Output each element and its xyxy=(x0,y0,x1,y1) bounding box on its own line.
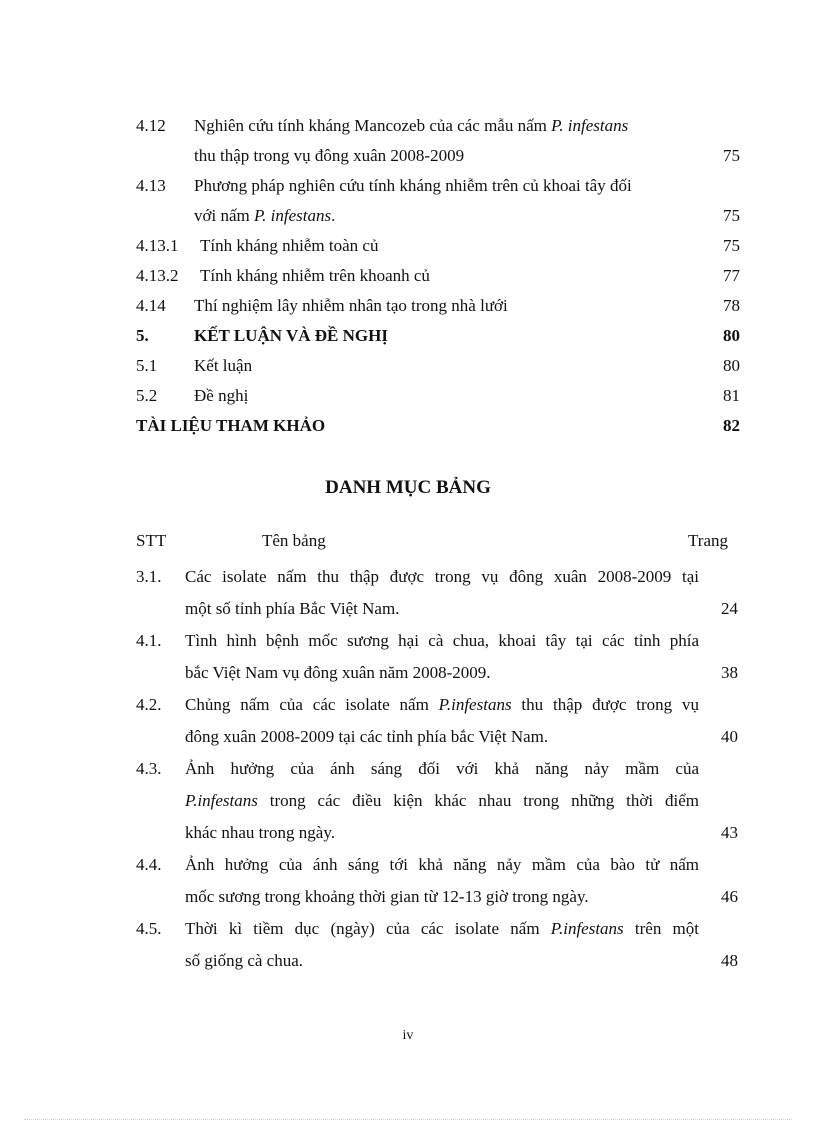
list-of-tables xyxy=(136,526,740,977)
toc-title: Tính kháng nhiễm trên khoanh củ xyxy=(200,266,430,285)
toc-page: 81 xyxy=(723,386,740,405)
toc-title: Nghiên cứu tính kháng Mancozeb của các mẫu nấm P. infestans xyxy=(194,116,629,135)
toc-entry-references xyxy=(136,411,740,441)
list-item xyxy=(136,561,740,625)
toc-title-line2: với nấm P. infestans. xyxy=(194,206,336,225)
toc-title: Đề nghị xyxy=(194,386,249,405)
toc-entry xyxy=(136,261,740,291)
toc-page: 75 xyxy=(723,236,740,255)
table-title: Ảnh hưởng của ánh sáng tới khả năng nảy mầm của bào tử nấm mốc sương trong khoảng thời gian từ 12-13 giờ trong ngày. xyxy=(185,855,699,906)
toc-page: 78 xyxy=(723,296,740,315)
table-title: Chủng nấm của các isolate nấm P.infestans thu thập được trong vụ đông xuân 2008-2009 tại các tỉnh phía bắc Việt Nam. xyxy=(185,695,700,746)
table-page: 48 xyxy=(721,951,738,970)
toc-number: 4.13.2 xyxy=(136,266,179,285)
table-of-contents xyxy=(136,111,740,441)
table-number: 4.5. xyxy=(136,919,162,938)
list-item xyxy=(136,913,740,977)
table-page: 24 xyxy=(721,599,738,618)
page-number-footer: iv xyxy=(402,1028,414,1043)
table-page: 46 xyxy=(721,887,738,906)
table-number: 4.2. xyxy=(136,695,162,714)
list-of-tables-heading: DANH MỤC BẢNG xyxy=(325,477,491,498)
table-number: 4.4. xyxy=(136,855,162,874)
table-page: 40 xyxy=(721,727,738,746)
toc-number: 4.14 xyxy=(136,296,166,315)
toc-title: Phương pháp nghiên cứu tính kháng nhiễm trên củ khoai tây đối xyxy=(194,176,632,195)
toc-entry xyxy=(136,231,740,261)
toc-title-line2: thu thập trong vụ đông xuân 2008-2009 xyxy=(194,146,465,165)
toc-number: 4.13.1 xyxy=(136,236,179,255)
list-item xyxy=(136,849,740,913)
table-title: Tình hình bệnh mốc sương hại cà chua, khoai tây tại các tỉnh phía bắc Việt Nam vụ đông xuân năm 2008-2009. xyxy=(185,631,699,682)
toc-entry xyxy=(136,381,740,411)
table-page: 43 xyxy=(721,823,738,842)
list-item xyxy=(136,625,740,689)
toc-page: 77 xyxy=(723,266,740,285)
table-page: 38 xyxy=(721,663,738,682)
toc-page: 80 xyxy=(723,326,740,345)
toc-page: 75 xyxy=(723,146,740,165)
table-title: Các isolate nấm thu thập được trong vụ đông xuân 2008-2009 tại một số tỉnh phía Bắc Việt Nam. xyxy=(185,567,699,618)
table-number: 3.1. xyxy=(136,567,162,586)
toc-entry-continued xyxy=(136,141,740,171)
toc-title: Kết luận xyxy=(194,356,253,375)
toc-entry xyxy=(136,111,740,141)
toc-title: KẾT LUẬN VÀ ĐỀ NGHỊ xyxy=(194,326,388,345)
toc-title: Tính kháng nhiễm toàn củ xyxy=(200,236,379,255)
toc-page: 82 xyxy=(723,416,740,435)
toc-number: 4.13 xyxy=(136,176,166,195)
table-number: 4.3. xyxy=(136,759,162,778)
list-item xyxy=(136,689,740,753)
toc-title: Thí nghiệm lây nhiễm nhân tạo trong nhà lưới xyxy=(194,296,508,315)
toc-entry xyxy=(136,351,740,381)
toc-entry xyxy=(136,291,740,321)
table-title: Ảnh hưởng của ánh sáng đối với khả năng nảy mầm của P.infestans trong các điều kiện khác nhau trong những thời điểm khác nhau trong ngày. xyxy=(185,759,699,842)
toc-number: 5.2 xyxy=(136,386,158,405)
page-edge-divider xyxy=(24,1119,792,1120)
header-page: Trang xyxy=(688,531,728,550)
toc-number: 4.12 xyxy=(136,116,166,135)
table-number: 4.1. xyxy=(136,631,162,650)
toc-entry xyxy=(136,171,740,201)
toc-number: 5. xyxy=(136,326,149,345)
table-title: Thời kì tiềm dục (ngày) của các isolate nấm P.infestans trên một số giống cà chua. xyxy=(185,919,699,970)
toc-entry-continued xyxy=(136,201,740,231)
toc-entry-chapter xyxy=(136,321,740,351)
toc-number: 5.1 xyxy=(136,356,158,375)
header-stt: STT xyxy=(136,531,167,550)
toc-page: 80 xyxy=(723,356,740,375)
header-name: Tên bảng xyxy=(262,531,326,550)
list-item xyxy=(136,753,740,849)
list-header xyxy=(136,526,740,556)
toc-page: 75 xyxy=(723,206,740,225)
toc-title: TÀI LIỆU THAM KHẢO xyxy=(136,416,326,435)
